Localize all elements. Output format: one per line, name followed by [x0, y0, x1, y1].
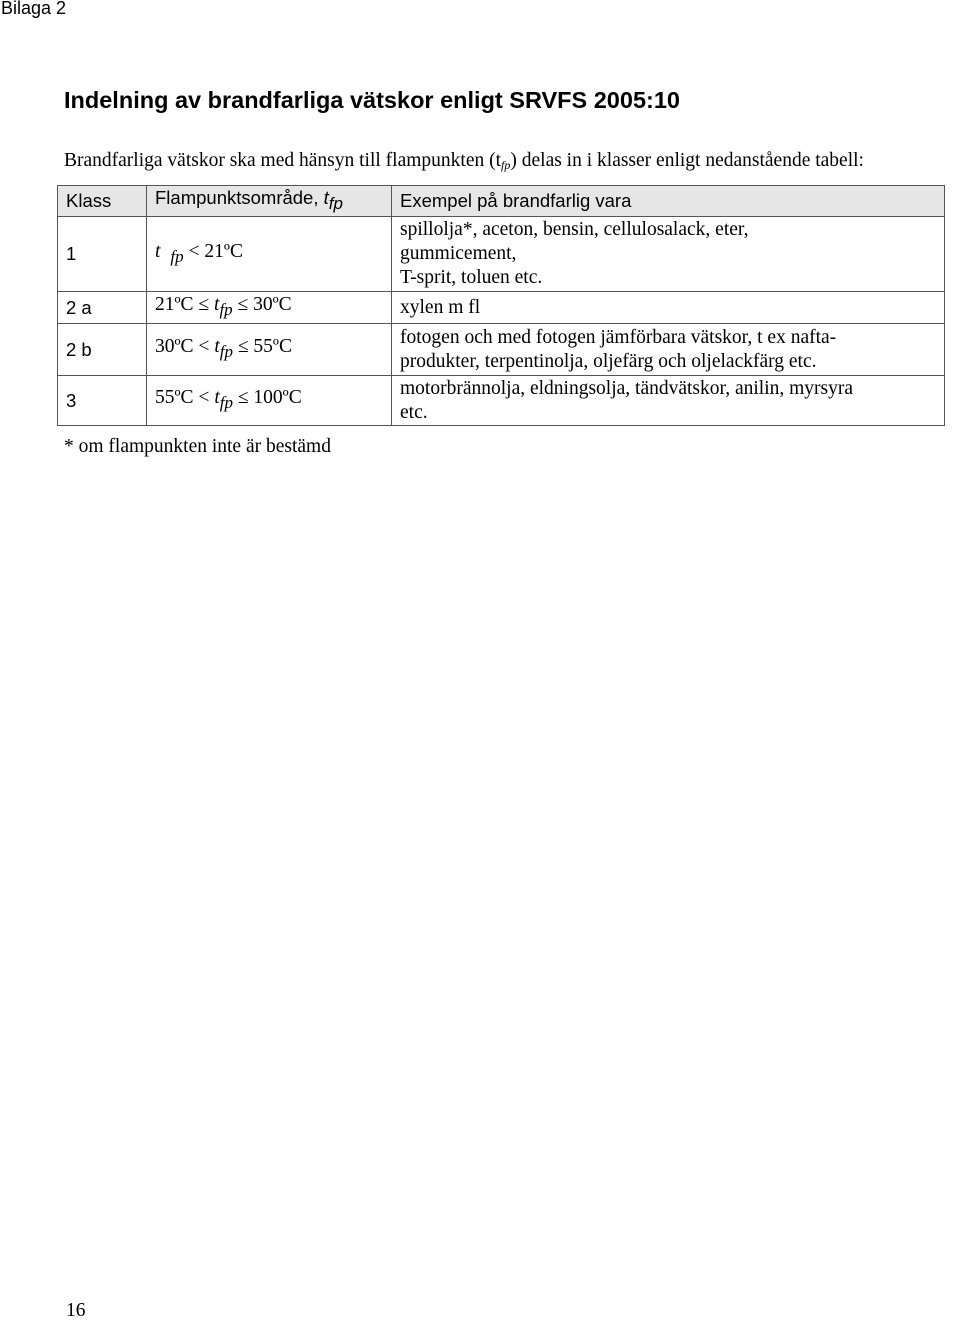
- range-pre: 55ºC <: [155, 387, 215, 408]
- range-pre: 21ºC ≤: [155, 294, 215, 315]
- cell-klass: 3: [58, 376, 147, 426]
- cell-klass: 2 a: [58, 292, 147, 324]
- example-line: gummicement,: [400, 243, 517, 264]
- range-var: t: [155, 240, 161, 262]
- example-line: etc.: [400, 401, 428, 423]
- intro-paragraph: [64, 150, 864, 173]
- table-header-row: [58, 186, 945, 217]
- example-line: spillolja*, aceton, bensin, cellulosalack, eter,: [400, 219, 749, 240]
- table-row: [58, 292, 945, 324]
- cell-range: [147, 217, 392, 292]
- range-sub: fp: [219, 393, 233, 412]
- flash-point-class-table: [57, 185, 945, 426]
- cell-klass: 2 b: [58, 324, 147, 376]
- example-line: T-sprit, toluen etc.: [400, 267, 543, 288]
- range-sub: fp: [170, 246, 184, 266]
- table-row: [58, 324, 945, 376]
- range-var: t: [214, 336, 220, 357]
- range-var: t: [214, 387, 220, 408]
- range-post: < 21ºC: [183, 240, 243, 262]
- cell-range: [147, 292, 392, 324]
- header-range-label: Flampunktsområde,: [155, 187, 324, 208]
- header-example: Exempel på brandfarlig vara: [392, 186, 945, 217]
- header-range-var: t: [323, 187, 329, 208]
- cell-klass: 1: [58, 217, 147, 292]
- cell-example: [392, 292, 945, 324]
- range-post: ≤ 55ºC: [232, 336, 292, 357]
- cell-example: [392, 376, 945, 426]
- intro-text-after: ) delas in i klasser enligt nedanstående tabell:: [510, 150, 864, 171]
- header-klass: Klass: [58, 186, 147, 217]
- table-row: [58, 217, 945, 292]
- header-range-sub: fp: [328, 194, 343, 213]
- cell-example: [392, 217, 945, 292]
- range-sub: fp: [219, 342, 233, 361]
- table-row: [58, 376, 945, 426]
- range-pre: 30ºC <: [155, 336, 215, 357]
- cell-range: [147, 324, 392, 376]
- range-post: ≤ 30ºC: [232, 294, 292, 315]
- footnote: * om flampunkten inte är bestämd: [64, 436, 331, 457]
- range-var: t: [214, 294, 220, 315]
- example-line: produkter, terpentinolja, oljefärg och oljelackfärg etc.: [400, 350, 817, 372]
- example-line: motorbrännolja, eldningsolja, tändvätskor, anilin, myrsyra: [400, 377, 854, 399]
- header-flash-point-range: [147, 186, 392, 217]
- intro-text-before: Brandfarliga vätskor ska med hänsyn till flampunkten (t: [64, 150, 502, 171]
- example-line: fotogen och med fotogen jämförbara vätskor, t ex nafta-: [400, 326, 837, 348]
- cell-range: [147, 376, 392, 426]
- attachment-label: Bilaga 2: [1, 0, 67, 18]
- range-sub: fp: [219, 300, 233, 319]
- page-title: Indelning av brandfarliga vätskor enligt SRVFS 2005:10: [64, 87, 680, 113]
- page-number: 16: [66, 1300, 86, 1321]
- range-post: ≤ 100ºC: [232, 387, 302, 408]
- intro-subscript: fp: [501, 158, 511, 172]
- example-line: xylen m fl: [400, 296, 481, 318]
- cell-example: [392, 324, 945, 376]
